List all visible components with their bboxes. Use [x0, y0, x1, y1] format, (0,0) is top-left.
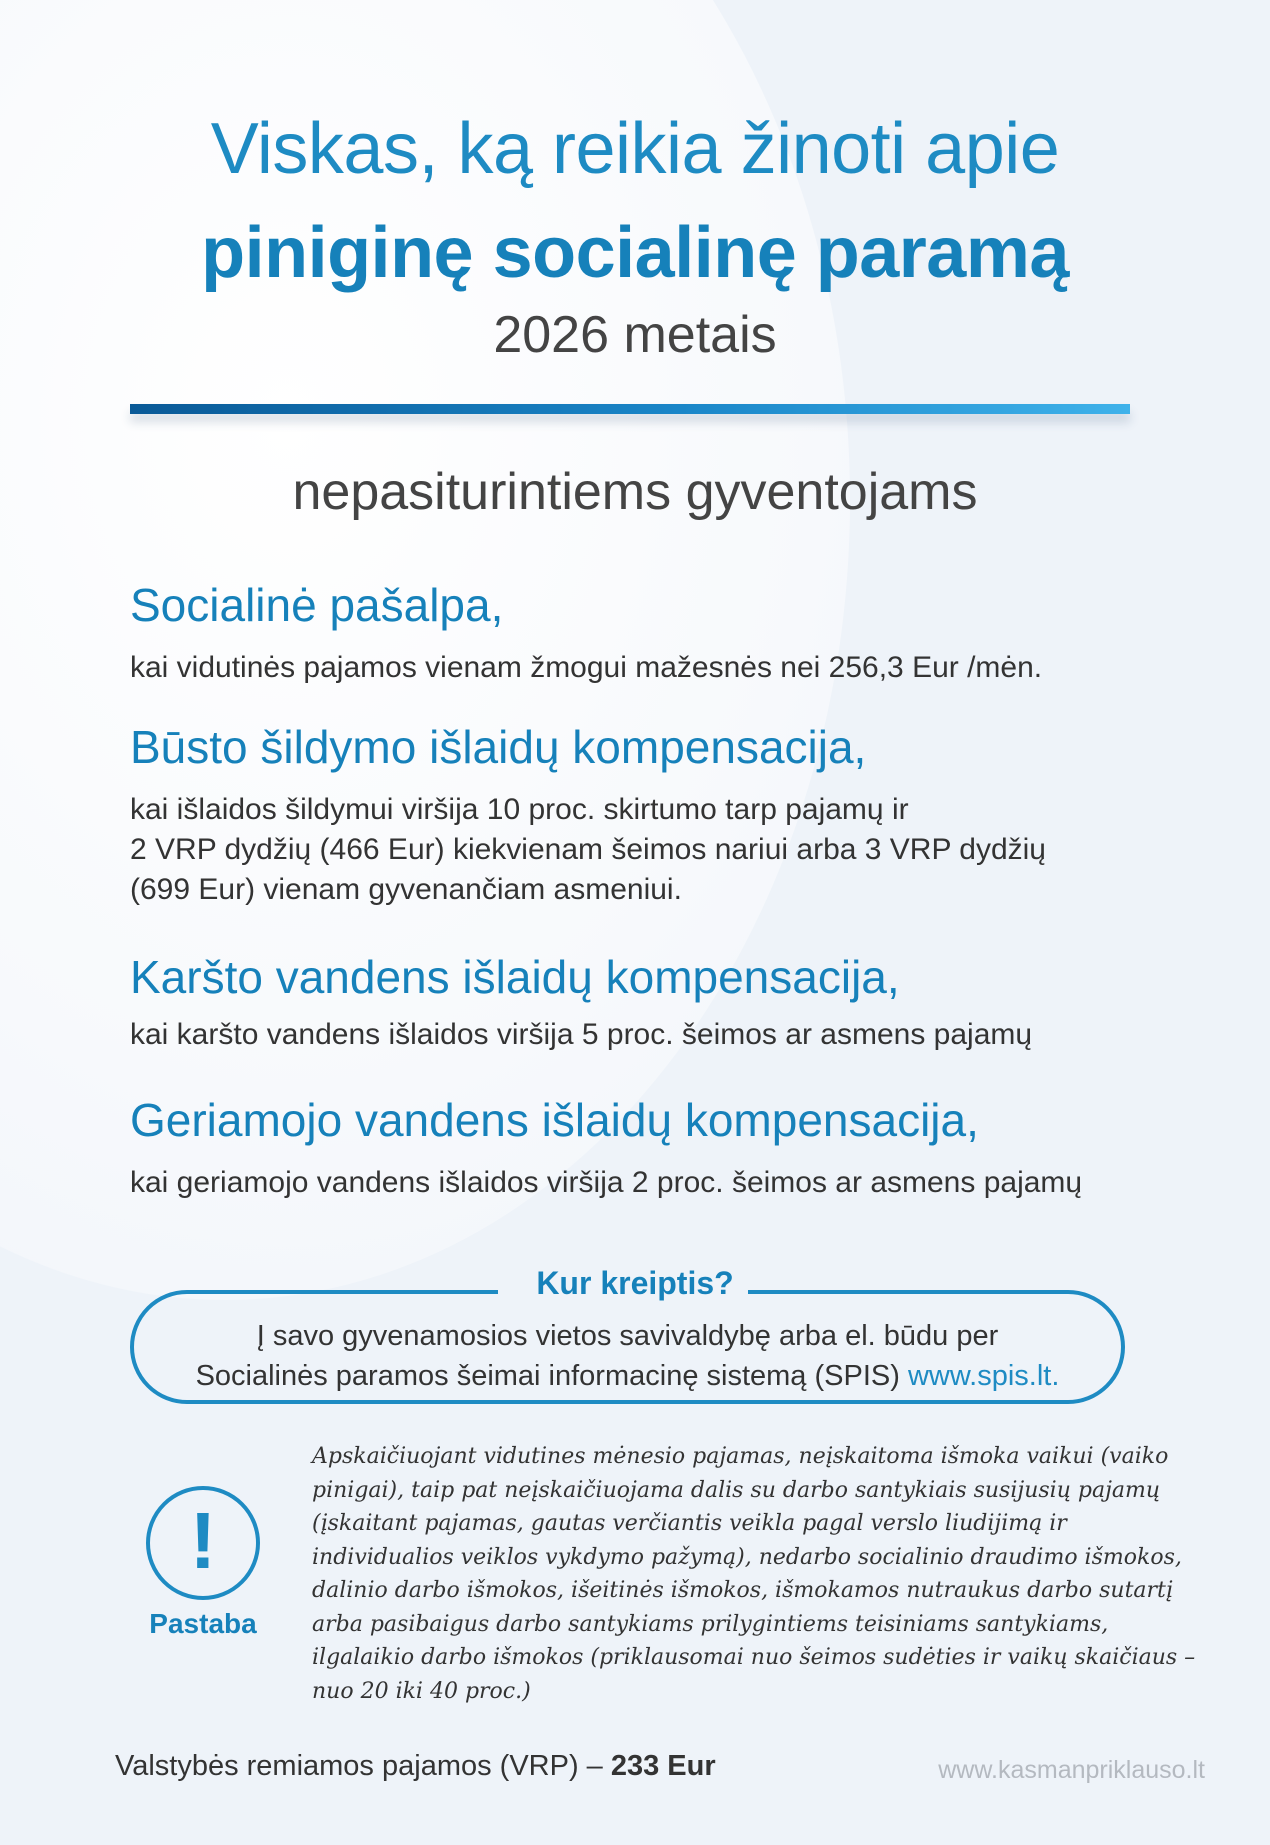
- item-body-hot-water-compensation: [130, 1015, 1032, 1055]
- subtitle: nepasiturintiems gyventojams: [292, 463, 978, 521]
- note-line: pinigai), taip pat neįskaičiuojama dalis su darbo santykiais susijusių pajamų: [312, 1477, 1161, 1503]
- item-body-line: kai vidutinės pajamos vienam žmogui mažesnės nei 256,3 Eur /mėn.: [130, 651, 1043, 684]
- note-line: arba pasibaigus darbo santykiams prilygintiems teisiniams santykiams,: [312, 1611, 1109, 1637]
- vrp-label: Valstybės remiamos pajamos (VRP) –: [115, 1750, 611, 1782]
- note-line: Apskaičiuojant vidutines mėnesio pajamas, neįskaitoma išmoka vaikui (vaiko: [312, 1444, 1169, 1469]
- title-line-1: Viskas, ką reikia žinoti apie: [210, 109, 1060, 189]
- item-heading-drinking-water-compensation: Geriamojo vandens išlaidų kompensacija,: [130, 1094, 979, 1146]
- item-body-line: (699 Eur) vienam gyvenančiam asmeniui.: [130, 873, 682, 906]
- vrp-value: 233 Eur: [610, 1750, 716, 1782]
- item-body-heating-compensation: [130, 790, 1046, 910]
- item-heading-social-benefit: Socialinė pašalpa,: [130, 579, 504, 631]
- note-line: ilgalaikio darbo išmokos (priklausomai nuo šeimos sudėties ir vaikų skaičiaus –: [312, 1645, 1196, 1670]
- where-to-apply-text: [130, 1316, 1125, 1396]
- note-line: individualios veiklos vykdymo pažymą), nedarbo socialinio draudimo išmokos,: [312, 1544, 1182, 1570]
- footer-vrp: [115, 1750, 716, 1783]
- exclamation-icon: !: [189, 1496, 217, 1585]
- item-body-line: kai karšto vandens išlaidos viršija 5 proc. šeimos ar asmens pajamų: [130, 1018, 1033, 1051]
- note-line: (įskaitant pajamas, gautas verčiantis veikla pagal verslo liudijimą ir: [312, 1511, 1067, 1536]
- where-line-1: Į savo gyvenamosios vietos savivaldybę arba el. būdu per: [256, 1320, 999, 1352]
- where-to-apply-label: Kur kreiptis?: [536, 1265, 734, 1301]
- item-body-line: kai išlaidos šildymui viršija 10 proc. skirtumo tarp pajamų ir: [130, 793, 909, 826]
- item-body-drinking-water-compensation: [130, 1163, 1082, 1203]
- footer-site-link[interactable]: www.kasmanpriklauso.lt: [938, 1756, 1205, 1784]
- item-body-line: kai geriamojo vandens išlaidos viršija 2 proc. šeimos ar asmens pajamų: [130, 1166, 1083, 1199]
- title-year: 2026 metais: [493, 306, 777, 364]
- where-line-2: [130, 1356, 1125, 1396]
- note-line: dalinio darbo išmokos, išeitinės išmokos, išmokamos nutraukus darbo sutartį: [312, 1578, 1173, 1603]
- where-line-2-text: Socialinės paramos šeimai informacinę sistemą (SPIS): [195, 1360, 908, 1392]
- item-body-social-benefit: [130, 648, 1042, 688]
- note-text: [312, 1440, 1196, 1708]
- item-heading-heating-compensation: Būsto šildymo išlaidų kompensacija,: [130, 721, 867, 773]
- item-body-line: 2 VRP dydžių (466 Eur) kiekvienam šeimos nariui arba 3 VRP dydžių: [130, 833, 1046, 866]
- item-heading-hot-water-compensation: Karšto vandens išlaidų kompensacija,: [130, 951, 900, 1003]
- spis-link[interactable]: www.spis.lt.: [907, 1360, 1060, 1392]
- note-line: nuo 20 iki 40 proc.): [312, 1678, 531, 1704]
- title-line-2: piniginę socialinę paramą: [201, 213, 1069, 293]
- note-label: Pastaba: [149, 1608, 257, 1639]
- title-divider: [130, 404, 1130, 414]
